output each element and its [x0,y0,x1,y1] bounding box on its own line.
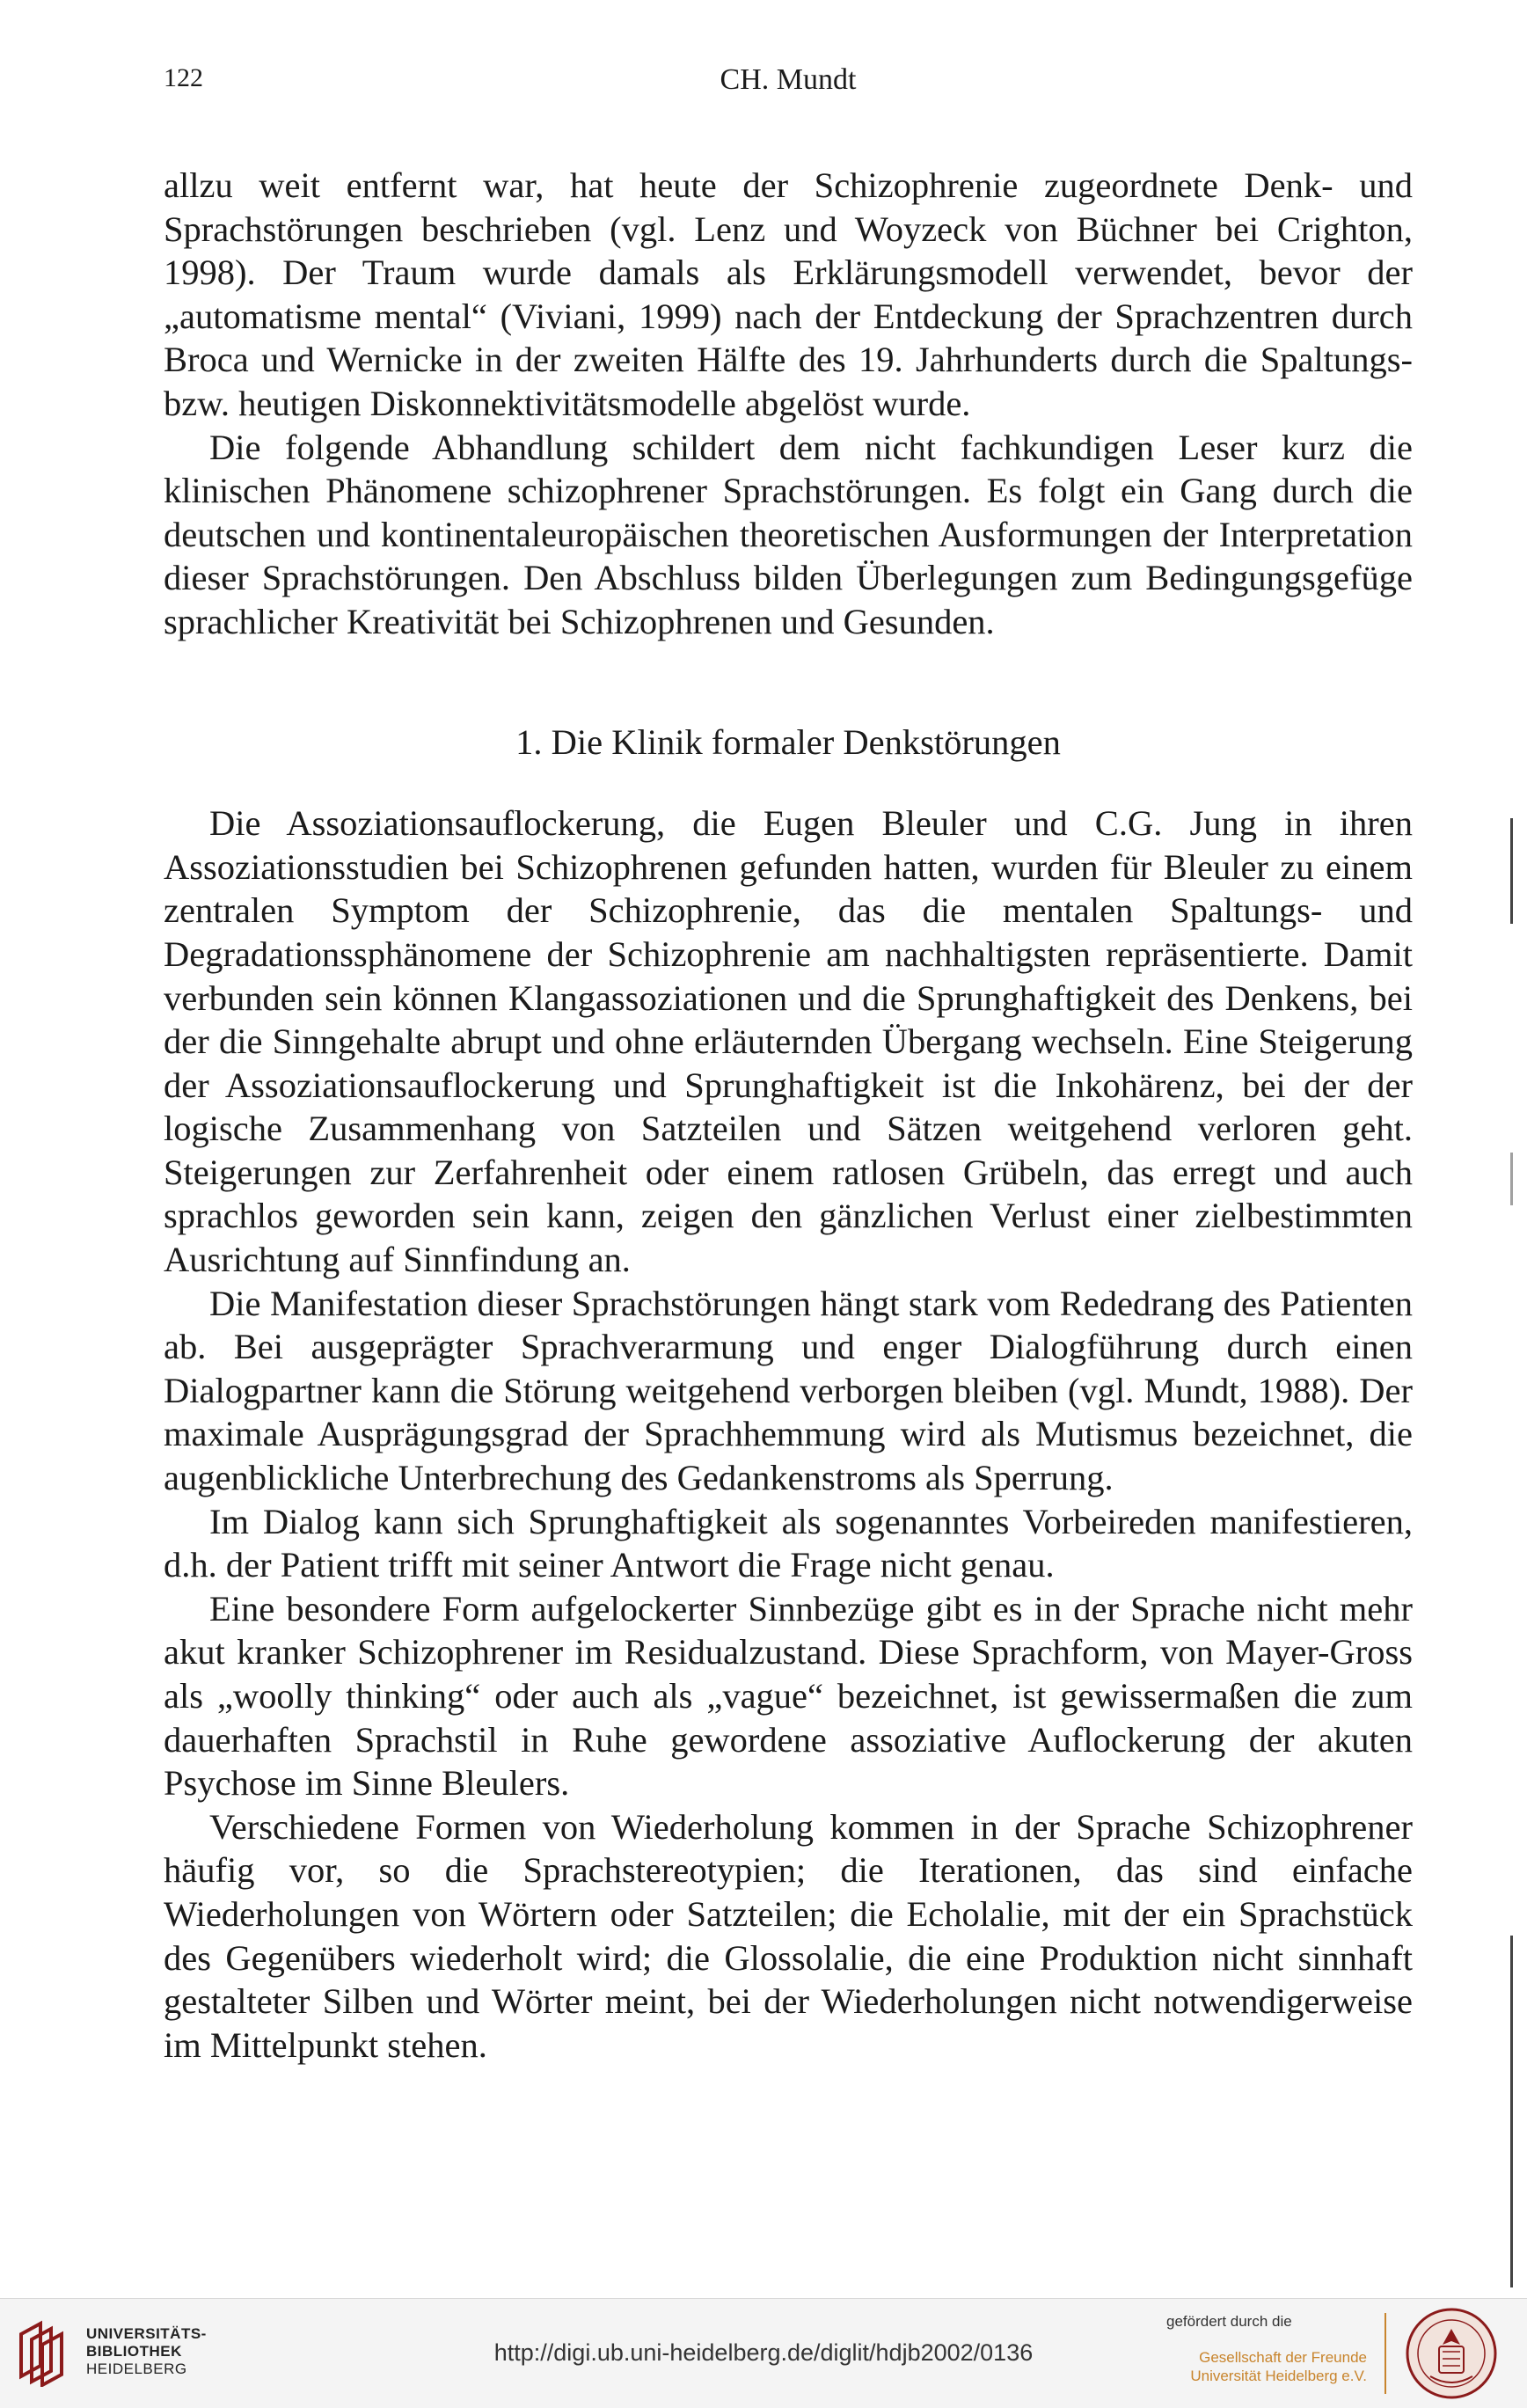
running-head: CH. Mundt [720,63,857,96]
sponsor-label: gefördert durch die [1166,2313,1292,2330]
university-seal-icon [1404,2306,1499,2401]
sponsor-name-line: Universität Heidelberg e.V. [1190,2368,1367,2384]
library-name-line: HEIDELBERG [86,2360,187,2377]
body-paragraph: Eine besondere Form aufgelockerter Sinnbezüge gibt es in der Sprache nicht mehr akut kranker Schizophrener im Residualzustand. Diese Sprachform, von Mayer-Gross als „woolly thinking“ oder auch als „vague“ bezeichnet, ist gewissermaßen die zum dauerhaften Sprachstil in Ruhe gewordene assoziative Auflockerung der akuten Psychose im Sinne Bleulers. [164,1588,1413,1804]
body-paragraph: Verschiedene Formen von Wiederholung kommen in der Sprache Schizophrener häufig vor, so die Sprachstereotypien; die Iterationen, das sind einfache Wiederholungen von Wörtern oder Satzteilen; die Echolalie, mit der ein Sprachstück des Gegenübers wiederholt wird; die Glossolalie, die eine Produktion nicht sinnhaft gestalteter Silben und Wörter meint, bei der Wiederholungen nicht notwendigerweise im Mittelpunkt stehen. [164,1806,1413,2065]
sponsor-divider [1385,2313,1386,2394]
section-heading: 1. Die Klinik formaler Denkstörungen [515,721,1061,762]
scan-edge-mark [1510,818,1513,924]
viewer-footer [0,2298,1527,2408]
body-paragraph: allzu weit entfernt war, hat heute der Schizophrenie zugeordnete Denk- und Sprachstörungen beschrieben (vgl. Lenz und Woyzeck von Büchner bei Crighton, 1998). Der Traum wurde damals als Erklärungsmodell verwendet, bevor der „automatisme mental“ (Viviani, 1999) nach der Entdeckung der Sprachzentren durch Broca und Wernicke in der zweiten Hälfte des 19. Jahrhunderts durch die Spaltungs- bzw. heutigen Diskonnektivitätsmodelle abgelöst wurde. [164,165,1413,423]
page-header [164,63,1413,99]
library-name-line: BIBLIOTHEK [86,2343,182,2360]
scan-edge-mark [1510,1936,1513,2287]
scan-edge-mark [1510,1153,1513,1205]
body-paragraph: Im Dialog kann sich Sprunghaftigkeit als sogenanntes Vorbeireden manifestieren, d.h. der Patient trifft mit seiner Antwort die Frage nicht genau. [164,1501,1413,1585]
body-paragraph: Die folgende Abhandlung schildert dem nicht fachkundigen Leser kurz die klinischen Phänomene schizophrener Sprachstörungen. Es folgt ein Gang durch die deutschen und kontinentaleuropäischen theoretischen Ausformungen der Interpretation dieser Sprachstörungen. Den Abschluss bilden Überlegungen zum Bedingungsgefüge sprachlicher Kreativität bei Schizophrenen und Gesunden. [164,427,1413,641]
body-paragraph: Die Manifestation dieser Sprachstörungen hängt stark vom Rededrang des Patienten ab. Bei ausgeprägter Sprachverarmung und enger Dialogführung durch einen Dialogpartner kann die Störung weitgehend verborgen bleiben (vgl. Mundt, 1988). Der maximale Ausprägungsgrad der Sprachhemmung wird als Mutismus bezeichnet, die augenblickliche Unterbrechung des Gedankenstroms als Sperrung. [164,1283,1413,1498]
sponsor-name-line: Gesellschaft der Freunde [1199,2349,1367,2366]
body-text [164,164,1413,2067]
page-number: 122 [164,63,203,92]
sponsor-name [1147,2348,1367,2385]
permalink-url[interactable]: http://digi.ub.uni-heidelberg.de/diglit/hdjb2002/0136 [493,2339,1034,2366]
library-name-line: UNIVERSITÄTS- [86,2325,207,2342]
body-paragraph: Die Assoziationsauflockerung, die Eugen Bleuler und C.G. Jung in ihren Assoziationsstudien bei Schizophrenen gefunden hatten, wurden für Bleuler zu einem zentralen Symptom der Schizophrenie, das die mentalen Spaltungs- und Degradationssphänomene der Schizophrenie am nachhaltigsten repräsentierte. Damit verbunden sein können Klangassoziationen und die Sprunghaftigkeit des Denkens, bei der die Sinngehalte abrupt und ohne erläuternden Übergang wechseln. Eine Steigerung der Assoziationsauflockerung und Sprunghaftigkeit ist die Inkohärenz, bei der der logische Zusammenhang von Satzteilen und Sätzen weitgehend verloren geht. Steigerungen zur Zerfahrenheit oder einem ratlosen Grübeln, das erregt und auch sprachlos geworden sein kann, zeigen den gänzlichen Verlust einer zielbestimmten Ausrichtung auf Sinnfindung an. [164,803,1413,1280]
